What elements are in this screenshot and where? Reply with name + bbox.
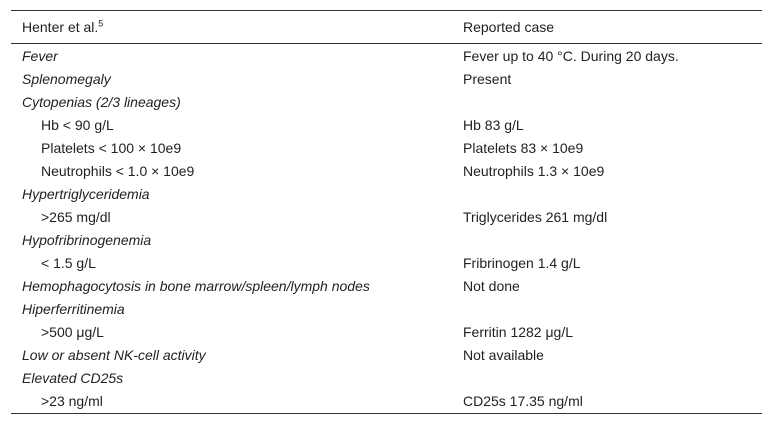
header-criteria-label: Henter et al. — [22, 19, 99, 35]
threshold-cell: >500 μg/L — [41, 324, 104, 340]
table-row — [11, 344, 762, 367]
table-row — [11, 252, 762, 275]
case-value-cell — [452, 367, 762, 390]
case-value-cell: Not available — [463, 347, 544, 363]
criterion-cell: Hypertriglyceridemia — [22, 186, 150, 202]
case-value-cell: Fribrinogen 1.4 g/L — [463, 255, 581, 271]
threshold-cell: >265 mg/dl — [41, 209, 111, 225]
threshold-cell: Hb < 90 g/L — [41, 117, 114, 133]
case-value-cell: CD25s 17.35 ng/ml — [463, 393, 583, 409]
case-value-cell: Platelets 83 × 10e9 — [463, 140, 584, 156]
table-row — [11, 137, 762, 160]
table-row — [11, 68, 762, 91]
table-row — [11, 114, 762, 137]
criterion-cell: Hiperferritinemia — [22, 301, 125, 317]
case-value-cell: Triglycerides 261 mg/dl — [463, 209, 608, 225]
table-row — [11, 298, 762, 321]
criterion-cell: Splenomegaly — [22, 71, 111, 87]
table-row — [11, 367, 762, 390]
case-value-cell: Fever up to 40 °C. During 20 days. — [463, 48, 679, 64]
threshold-cell: Platelets < 100 × 10e9 — [41, 140, 182, 156]
table-row — [11, 206, 762, 229]
case-value-cell — [452, 91, 762, 114]
case-value-cell — [452, 298, 762, 321]
criteria-comparison-table — [11, 10, 762, 414]
table-row — [11, 160, 762, 183]
criterion-cell: Fever — [22, 48, 58, 64]
criterion-cell: Low or absent NK-cell activity — [22, 347, 206, 363]
criterion-cell: Hemophagocytosis in bone marrow/spleen/lymph nodes — [22, 278, 370, 294]
table-row — [11, 44, 762, 69]
header-criteria — [11, 11, 452, 44]
criterion-cell: Hypofribrinogenemia — [22, 232, 152, 248]
case-value-cell: Ferritin 1282 μg/L — [463, 324, 574, 340]
threshold-cell: Neutrophils < 1.0 × 10e9 — [41, 163, 195, 179]
table-row — [11, 229, 762, 252]
criterion-cell: Elevated CD25s — [22, 370, 124, 386]
criterion-cell: Cytopenias (2/3 lineages) — [22, 94, 181, 110]
table-row — [11, 91, 762, 114]
case-value-cell: Not done — [463, 278, 520, 294]
case-value-cell — [452, 183, 762, 206]
table-row — [11, 321, 762, 344]
case-value-cell: Present — [463, 71, 512, 87]
header-reported-case: Reported case — [463, 19, 555, 35]
case-value-cell: Hb 83 g/L — [463, 117, 524, 133]
header-reference-superscript: 5 — [98, 18, 104, 29]
criteria-comparison-table-container — [11, 10, 762, 414]
threshold-cell: < 1.5 g/L — [41, 255, 96, 271]
threshold-cell: >23 ng/ml — [41, 393, 103, 409]
table-row — [11, 275, 762, 298]
case-value-cell — [452, 229, 762, 252]
case-value-cell: Neutrophils 1.3 × 10e9 — [463, 163, 605, 179]
table-row — [11, 183, 762, 206]
table-row — [11, 390, 762, 414]
table-header-row — [11, 11, 762, 44]
